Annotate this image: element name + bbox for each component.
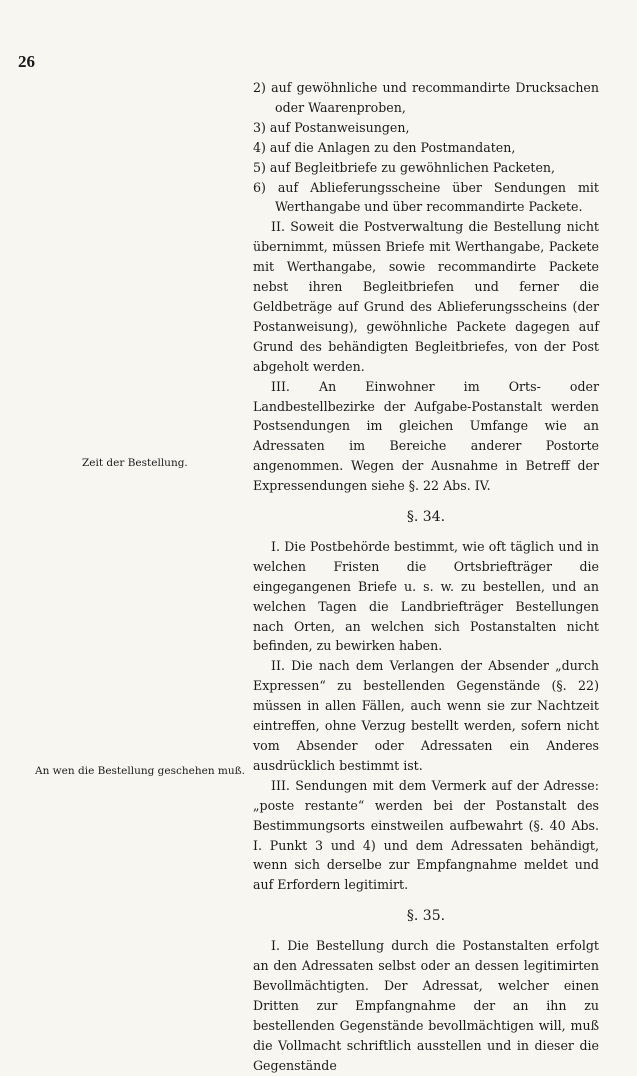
- paragraph: II. Die nach dem Verlangen der Absender „durch Expressen“ zu bestellenden Gegenstände (§. 22) müssen in allen Fällen, auch wenn sie zur Nachtzeit eintreffen, ohne Verzug bestellt werden, sofern nicht vom Absender oder Adressaten ein Anderes ausdrücklich bestimmt ist.: [253, 658, 599, 773]
- paragraph: III. Sendungen mit dem Vermerk auf der Adresse: „poste restante“ werden bei der Postanstalt des Bestimmungsorts einstweilen aufbewahrt (§. 40 Abs. I. Punkt 3 und 4) und dem Adressaten behändigt, wenn sich derselbe zur Empfangnahme meldet und auf Erfordern legitimirt.: [253, 777, 599, 893]
- list-item: 2) auf gewöhnliche und recommandirte Drucksachen oder Waarenproben,: [253, 80, 599, 115]
- list-item: 4) auf die Anlagen zu den Postmandaten,: [253, 139, 516, 155]
- list-item: 6) auf Ablieferungsscheine über Sendungen mit Werthangabe und über recommandirte Packete.: [253, 179, 599, 215]
- margin-note-section-34: Zeit der Bestellung.: [82, 457, 188, 469]
- list-item: 5) auf Begleitbriefe zu gewöhnlichen Packeten,: [253, 159, 556, 175]
- section-heading-34: §. 34.: [406, 509, 446, 526]
- paragraph: I. Die Bestellung durch die Postanstalten erfolgt an den Adressaten selbst oder an dessen legitimirten Bevollmächtigten. Der Adressat, welcher einen Dritten zur Empfangnahme der an ihn zu bestellenden Gegenstände bevollmächtigen will, muß die Vollmacht schriftlich ausstellen und in dieser die Gegenstände: [253, 938, 599, 1073]
- section-heading-35: §. 35.: [406, 908, 446, 925]
- paragraph: II. Soweit die Postverwaltung die Bestellung nicht übernimmt, müssen Briefe mit Werthangabe, Packete mit Werthangabe, sowie recommandirte Packete nebst ihren Begleitbriefen und ferner die Geldbeträge auf Grund des Ablieferungsscheins (der Postanweisung), gewöhnliche Packete dagegen auf Grund des behändigten Begleitbriefes, von der Post abgeholt werden.: [253, 219, 599, 374]
- main-text-column: [253, 78, 599, 1076]
- paragraph: III. An Einwohner im Orts- oder Landbestellbezirke der Aufgabe-Postanstalt werden Postsendungen im gleichen Umfange wie an Adressaten im Bereiche anderer Postorte angenommen. Wegen der Ausnahme in Betreff der Expressendungen siehe §. 22 Abs. IV.: [253, 378, 599, 494]
- paragraph: I. Die Postbehörde bestimmt, wie oft täglich und in welchen Fristen die Ortsbriefträger die eingegangenen Briefe u. s. w. zu bestellen, und an welchen Tagen die Landbriefträger Bestellungen nach Orten, an welchen sich Postanstalten nicht befinden, zu bewirken haben.: [253, 538, 599, 654]
- margin-note-section-35: An wen die Bestellung geschehen muß.: [35, 765, 245, 777]
- list-item: 3) auf Postanweisungen,: [253, 119, 410, 135]
- page-number: 26: [18, 52, 35, 71]
